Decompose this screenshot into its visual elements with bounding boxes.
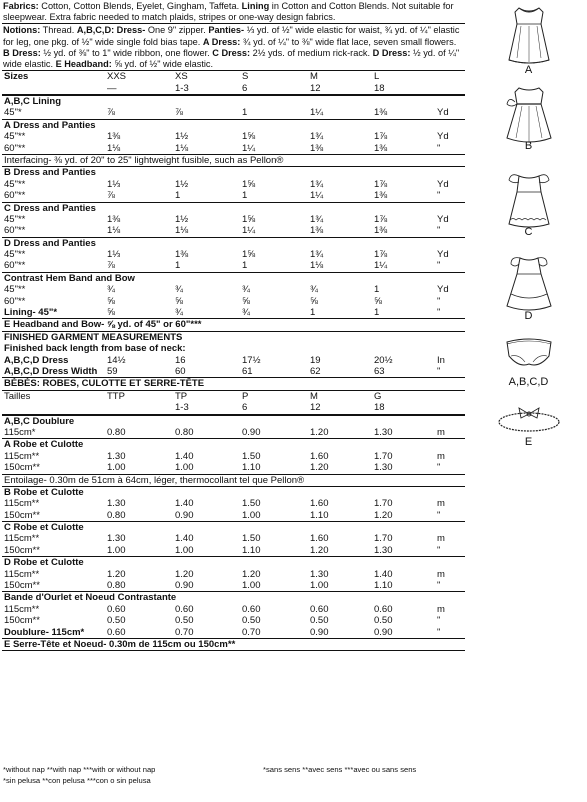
cell-value: 1.20	[374, 509, 393, 521]
cell-value: 1.30	[107, 498, 126, 510]
notions-paragraph: Notions: Thread. A,B,C,D: Dress- One 9" zipper. Panties- ⅓ yd. of ½" wide elastic for waist, ¾ yd. of ¼" elastic for leg, one pkg. of ½" wide single fold bias tape. A Dress: ¾ yd. of ¼" to ⅜" wide flat lace, seven small flowers. B Dress: ½ yd. of ⅜" to 1" wide ribbon, one flower. C Dress: 2½ yds. of medium rick-rack. D Dress: ½ yd. of ¼" wide elastic. E Headband: ⅝ yd. of ½" wide elastic.	[3, 25, 460, 70]
cell-value: 0.60	[242, 603, 261, 615]
unit-label: Yd	[437, 131, 449, 143]
row-label: 45"**	[4, 213, 26, 225]
view-b-label: B	[524, 140, 533, 152]
cell-value: 63	[374, 365, 385, 377]
cell-value: 61	[242, 365, 253, 377]
cell-value: 1.40	[175, 450, 194, 462]
table-row	[2, 284, 465, 295]
section-note: Interfacing- ⅜ yd. of 20" to 25" lightweight fusible, such as Pellon®	[4, 154, 284, 166]
cell-value: 19	[310, 354, 321, 366]
section-title: C Dress and Panties	[4, 202, 96, 214]
english-yardage-table	[2, 95, 465, 318]
unit-label: "	[437, 509, 441, 521]
cell-value: ¾	[310, 284, 318, 296]
row-label: 60"**	[4, 142, 26, 154]
unit-label: "	[437, 142, 441, 154]
cell-value: 1.20	[175, 568, 194, 580]
tailles-subheader: 1-3 6 12 18	[175, 402, 385, 414]
cell-value: 0.80	[175, 426, 194, 438]
cell-value: 0.80	[107, 580, 126, 592]
table-row	[2, 143, 465, 154]
cell-value: 1	[175, 190, 181, 202]
unit-label: "	[437, 190, 441, 202]
cell-value: ¾	[175, 307, 183, 319]
cell-value: 1.30	[107, 450, 126, 462]
row-label: 60"**	[4, 190, 26, 202]
cell-value: 1⅛	[107, 142, 121, 154]
table-row	[2, 366, 465, 377]
cell-value: 1.20	[107, 568, 126, 580]
cell-value: 0.80	[107, 426, 126, 438]
cell-value: 1.00	[310, 580, 329, 592]
view-illustrations	[470, 0, 587, 802]
cell-value: 1.00	[175, 544, 194, 556]
section-title: C Robe et Culotte	[4, 522, 84, 534]
cell-value: 1¼	[310, 107, 324, 119]
unit-label: Yd	[437, 178, 449, 190]
serre-tete-line: E Serre-Tête et Noeud- 0.30m de 115cm ou 150cm**	[4, 638, 236, 650]
row-label: 115cm**	[4, 568, 40, 580]
french-title: BÉBÉS: ROBES, CULOTTE ET SERRE-TÊTE	[4, 378, 205, 390]
cell-value: 1.20	[310, 462, 329, 474]
cell-value: ¾	[107, 284, 115, 296]
cell-value: 1⅜	[374, 107, 388, 119]
row-label: A,B,C,D Dress Width	[4, 365, 98, 377]
section-title: D Dress and Panties	[4, 237, 96, 249]
cell-value: 1.20	[310, 544, 329, 556]
section-title: A,B,C Lining	[4, 96, 61, 107]
cell-value: 0.90	[242, 426, 261, 438]
cell-value: 16	[175, 354, 186, 366]
cell-value: 1.30	[374, 426, 393, 438]
unit-label: "	[437, 615, 441, 627]
table-row	[2, 510, 465, 521]
section-block	[2, 556, 465, 591]
row-label: 115cm**	[4, 533, 40, 545]
table-row	[2, 355, 465, 366]
section-title: A Robe et Culotte	[4, 439, 84, 451]
row-label: 150cm**	[4, 580, 40, 592]
cell-value: 0.50	[374, 615, 393, 627]
table-row	[2, 569, 465, 580]
cell-value: 14½	[107, 354, 126, 366]
section-block	[2, 154, 465, 166]
row-label: 60"**	[4, 260, 26, 272]
unit-label: "	[437, 365, 441, 377]
cell-value: 1⅝	[242, 249, 256, 261]
unit-label: "	[437, 260, 441, 272]
cell-value: 0.70	[242, 626, 261, 638]
row-label: A,B,C,D Dress	[4, 354, 69, 366]
cell-value: 0.60	[107, 626, 126, 638]
headband-icon	[489, 402, 569, 436]
row-label: 150cm**	[4, 544, 40, 556]
section-block	[2, 202, 465, 237]
cell-value: ⅝	[175, 295, 183, 307]
headband-line: E Headband and Bow- ⅝ yd. of 45" or 60"***	[4, 319, 202, 331]
cell-value: 1.60	[310, 533, 329, 545]
headband-drawing	[470, 402, 587, 436]
section-title: B Dress and Panties	[4, 167, 96, 179]
dress-a-icon	[489, 2, 569, 66]
cell-value: 0.90	[175, 580, 194, 592]
cell-value: ⅞	[175, 107, 183, 119]
unit-label: "	[437, 307, 441, 319]
cell-value: 1	[242, 190, 248, 202]
cell-value: 1.60	[310, 450, 329, 462]
tailles-header: Tailles TTP TP P M G	[4, 390, 382, 402]
view-d-label: D	[524, 310, 533, 322]
section-block	[2, 415, 465, 439]
cell-value: 1⅞	[374, 131, 388, 143]
unit-label: m	[437, 426, 445, 438]
dress-b-icon	[489, 82, 569, 146]
table-row	[2, 533, 465, 544]
cell-value: 1.10	[374, 580, 393, 592]
cell-value: 1⅜	[107, 213, 121, 225]
cell-value: 1.70	[374, 533, 393, 545]
cell-value: 1¾	[310, 178, 324, 190]
cell-value: ⅞	[107, 190, 115, 202]
cell-value: 1.10	[310, 509, 329, 521]
section-block	[2, 438, 465, 473]
cell-value: 0.50	[242, 615, 261, 627]
cell-value: 1.30	[107, 533, 126, 545]
cell-value: 1.30	[310, 568, 329, 580]
section-block	[2, 486, 465, 521]
view-a-drawing	[470, 2, 587, 66]
cell-value: 1⅓	[107, 249, 121, 261]
table-row	[2, 462, 465, 473]
unit-label: m	[437, 568, 445, 580]
footnote-spanish: *sin pelusa **con pelusa ***con o sin pelusa	[3, 776, 151, 785]
cell-value: 1¾	[310, 131, 324, 143]
cell-value: 62	[310, 365, 321, 377]
view-c-drawing	[470, 168, 587, 232]
view-b-drawing	[470, 82, 587, 146]
cell-value: 1⅜	[374, 190, 388, 202]
row-label: 45"**	[4, 249, 26, 261]
cell-value: 1½	[175, 213, 189, 225]
dress-c-icon	[489, 168, 569, 232]
panties-drawing	[470, 334, 587, 372]
cell-value: 59	[107, 365, 118, 377]
table-row	[2, 179, 465, 190]
row-label: Doublure- 115cm*	[4, 626, 85, 638]
table-row	[2, 214, 465, 225]
table-row	[2, 190, 465, 201]
cell-value: 1.70	[374, 498, 393, 510]
cell-value: 0.90	[310, 626, 329, 638]
section-title: D Robe et Culotte	[4, 557, 84, 569]
section-block	[2, 95, 465, 119]
row-label: 150cm**	[4, 509, 40, 521]
section-block	[2, 591, 465, 638]
unit-label: m	[437, 533, 445, 545]
table-row	[2, 131, 465, 142]
cell-value: 0.90	[374, 626, 393, 638]
cell-value: 1	[175, 260, 181, 272]
cell-value: 1.00	[242, 580, 261, 592]
cell-value: 1¾	[310, 213, 324, 225]
cell-value: 1⅜	[310, 225, 324, 237]
cell-value: 1⅓	[107, 178, 121, 190]
table-row	[2, 615, 465, 626]
cell-value: 1¼	[242, 142, 256, 154]
cell-value: 1.30	[374, 544, 393, 556]
row-label: 115cm**	[4, 450, 40, 462]
cell-value: 0.60	[107, 603, 126, 615]
cell-value: 1.40	[374, 568, 393, 580]
table-row	[2, 627, 465, 638]
cell-value: 0.50	[175, 615, 194, 627]
cell-value: 17½	[242, 354, 261, 366]
section-block	[2, 166, 465, 201]
cell-value: 0.60	[374, 603, 393, 615]
unit-label: m	[437, 450, 445, 462]
unit-label: "	[437, 462, 441, 474]
cell-value: 1.50	[242, 533, 261, 545]
cell-value: ⅞	[107, 260, 115, 272]
cell-value: 20½	[374, 354, 393, 366]
cell-value: 1.40	[175, 533, 194, 545]
finished-subtitle: Finished back length from base of neck:	[4, 343, 186, 355]
cell-value: 1.50	[242, 498, 261, 510]
row-label: 115cm**	[4, 603, 40, 615]
table-row	[2, 580, 465, 591]
table-row	[2, 427, 465, 438]
table-row	[2, 249, 465, 260]
cell-value: ⅝	[107, 307, 115, 319]
section-title: A Dress and Panties	[4, 119, 96, 131]
cell-value: 0.70	[175, 626, 194, 638]
unit-label: "	[437, 626, 441, 638]
cell-value: 1¼	[242, 225, 256, 237]
dress-d-icon	[489, 252, 569, 316]
table-row	[2, 225, 465, 236]
cell-value: 1	[374, 284, 380, 296]
unit-label: Yd	[437, 107, 449, 119]
row-label: Lining- 45"*	[4, 307, 58, 319]
cell-value: 0.50	[310, 615, 329, 627]
cell-value: 1⅞	[374, 213, 388, 225]
section-block	[2, 272, 465, 319]
cell-value: 1.00	[242, 509, 261, 521]
cell-value: 1⅞	[374, 178, 388, 190]
unit-label: "	[437, 580, 441, 592]
unit-label: "	[437, 225, 441, 237]
cell-value: 1.00	[107, 544, 126, 556]
footnote-english: *without nap **with nap ***with or without nap	[3, 765, 156, 774]
cell-value: ⅝	[374, 295, 382, 307]
cell-value: 1.50	[242, 450, 261, 462]
cell-value: 1.00	[107, 462, 126, 474]
cell-value: 1⅝	[242, 213, 256, 225]
cell-value: 1⅞	[374, 249, 388, 261]
cell-value: 1⅛	[175, 225, 189, 237]
cell-value: 0.60	[310, 603, 329, 615]
cell-value: 60	[175, 365, 186, 377]
cell-value: 0.90	[175, 509, 194, 521]
section-title: Contrast Hem Band and Bow	[4, 272, 135, 284]
cell-value: 1.10	[242, 544, 261, 556]
row-label: 115cm**	[4, 498, 40, 510]
cell-value: 1	[310, 307, 316, 319]
cell-value: 1.40	[175, 498, 194, 510]
cell-value: 1	[242, 107, 248, 119]
sizes-subheader: — 1-3 6 12 18	[107, 82, 385, 94]
unit-label: m	[437, 498, 445, 510]
cell-value: 1⅜	[374, 142, 388, 154]
row-label: 150cm**	[4, 615, 40, 627]
table-row	[2, 498, 465, 509]
row-label: 60"**	[4, 295, 26, 307]
unit-label: m	[437, 603, 445, 615]
cell-value: 1.20	[310, 426, 329, 438]
table-row	[2, 451, 465, 462]
cell-value: 1⅝	[242, 178, 256, 190]
row-label: 45"**	[4, 178, 26, 190]
cell-value: 1.10	[242, 462, 261, 474]
row-label: 45"*	[4, 107, 22, 119]
cell-value: ¾	[242, 284, 250, 296]
section-title: B Robe et Culotte	[4, 486, 84, 498]
cell-value: ⅝	[242, 295, 250, 307]
panties-icon	[499, 334, 559, 372]
cell-value: 1	[374, 307, 380, 319]
table-row	[2, 307, 465, 318]
table-row	[2, 107, 465, 118]
section-note: Entoilage- 0.30m de 51cm à 64cm, léger, thermocollant tel que Pellon®	[4, 474, 305, 486]
cell-value: 1½	[175, 131, 189, 143]
section-title: Bande d'Ourlet et Noeud Contrastante	[4, 592, 177, 604]
french-metrage-table	[2, 415, 465, 638]
unit-label: Yd	[437, 284, 449, 296]
unit-label: In	[437, 354, 445, 366]
unit-label: "	[437, 544, 441, 556]
cell-value: 1¼	[310, 190, 324, 202]
sizes-header: Sizes XXS XS S M L	[4, 71, 380, 83]
cell-value: 1⅛	[310, 260, 324, 272]
cell-value: 1¾	[310, 249, 324, 261]
cell-value: 1½	[175, 178, 189, 190]
cell-value: 0.80	[107, 509, 126, 521]
unit-label: "	[437, 295, 441, 307]
row-label: 60"**	[4, 225, 26, 237]
cell-value: 0.50	[107, 615, 126, 627]
fabrics-paragraph: Fabrics: Cotton, Cotton Blends, Eyelet, Gingham, Taffeta. Lining in Cotton and Cotton Blends. Not suitable for sleepwear. Extra fabric needed to match plaids, stripes or one-way design fabrics.	[3, 1, 454, 23]
cell-value: ¾	[242, 307, 250, 319]
cell-value: 1⅛	[107, 225, 121, 237]
view-abcd-label: A,B,C,D	[508, 376, 549, 388]
cell-value: 1.60	[310, 498, 329, 510]
footnote-french: *sans sens **avec sens ***avec ou sans sens	[263, 765, 417, 774]
cell-value: 1⅝	[242, 131, 256, 143]
cell-value: ¾	[175, 284, 183, 296]
table-row	[2, 604, 465, 615]
table-row	[2, 260, 465, 271]
section-title: A,B,C Doublure	[4, 415, 75, 427]
cell-value: 1¼	[374, 260, 388, 272]
section-block	[2, 474, 465, 486]
cell-value: 1.70	[374, 450, 393, 462]
cell-value: 1⅜	[374, 225, 388, 237]
row-label: 115cm*	[4, 426, 36, 438]
section-block	[2, 119, 465, 154]
cell-value: ⅝	[107, 295, 115, 307]
table-row	[2, 545, 465, 556]
finished-title: FINISHED GARMENT MEASUREMENTS	[4, 331, 183, 343]
view-e-label: E	[524, 436, 533, 448]
finished-measurements	[2, 355, 465, 378]
row-label: 45"**	[4, 284, 26, 296]
cell-value: ⅞	[107, 107, 115, 119]
section-block	[2, 521, 465, 556]
row-label: 150cm**	[4, 462, 40, 474]
unit-label: Yd	[437, 249, 449, 261]
cell-value: 1⅜	[310, 142, 324, 154]
cell-value: 0.60	[175, 603, 194, 615]
row-label: 45"**	[4, 131, 26, 143]
view-d-drawing	[470, 252, 587, 316]
cell-value: 1.30	[374, 462, 393, 474]
view-a-label: A	[524, 64, 533, 76]
cell-value: 1⅜	[175, 249, 189, 261]
table-row	[2, 296, 465, 307]
cell-value: 1	[242, 260, 248, 272]
section-block	[2, 237, 465, 272]
cell-value: 1⅛	[175, 142, 189, 154]
unit-label: Yd	[437, 213, 449, 225]
cell-value: ⅝	[310, 295, 318, 307]
cell-value: 1⅜	[107, 131, 121, 143]
view-c-label: C	[524, 226, 533, 238]
cell-value: 1.00	[175, 462, 194, 474]
cell-value: 1.20	[242, 568, 261, 580]
